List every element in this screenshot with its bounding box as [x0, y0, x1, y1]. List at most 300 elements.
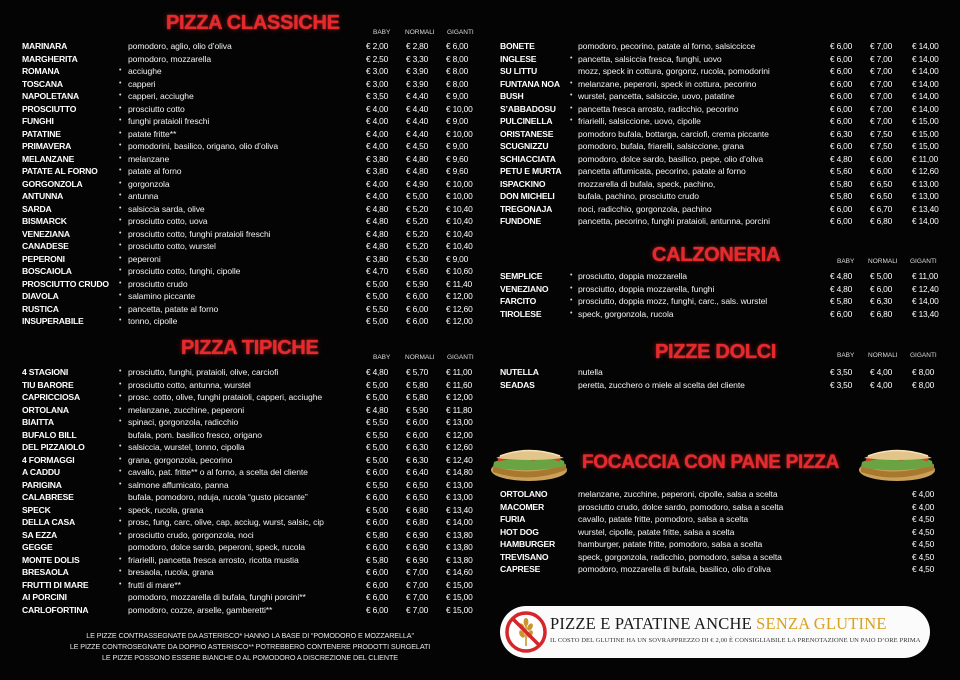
menu-item — [500, 90, 944, 103]
bullet-icon: • — [119, 443, 122, 450]
menu-item-price: € 15,00 — [912, 128, 939, 139]
sandwich-image-right — [856, 440, 938, 486]
bullet-icon: • — [119, 117, 122, 124]
menu-item-name: CALABRESE — [22, 492, 74, 502]
bullet-icon: • — [570, 284, 573, 292]
menu-item-ingredients: mozz, speck in cottura, gorgonz, rucola, pomodorini — [578, 66, 770, 76]
bullet-icon: • — [119, 267, 122, 274]
menu-item-price: € 15,00 — [446, 579, 473, 590]
menu-item-price: € 6,00 — [406, 316, 429, 326]
menu-item-price: € 3,50 — [366, 91, 389, 101]
menu-item-ingredients: pomodoro, mozzarella di bufala, funghi porcini** — [128, 592, 306, 602]
menu-item-ingredients: bresaola, rucola, grana — [128, 567, 214, 577]
menu-item-price: € 6,30 — [830, 128, 853, 139]
menu-item-price: € 6,00 — [366, 542, 389, 552]
menu-item — [22, 366, 478, 379]
bullet-icon: • — [119, 292, 122, 299]
menu-item-price: € 5,00 — [366, 379, 389, 390]
gluten-free-banner — [500, 606, 930, 658]
menu-item-price: € 4,50 — [912, 514, 935, 524]
bullet-icon: • — [119, 192, 122, 199]
menu-item-name: FUNGHI — [22, 116, 54, 126]
menu-item — [22, 203, 478, 216]
menu-item-ingredients: wurstel, cipolle, patate fritte, salsa a scelta — [578, 526, 735, 537]
bullet-icon: • — [119, 129, 122, 137]
menu-item-price: € 5,00 — [870, 271, 893, 281]
menu-item-price: € 6,00 — [830, 203, 853, 214]
menu-item-price: € 7,00 — [870, 53, 893, 64]
menu-item — [22, 40, 478, 53]
menu-item-price: € 4,50 — [912, 551, 935, 562]
menu-item-price: € 15,00 — [446, 604, 473, 615]
menu-item-price: € 6,50 — [406, 492, 429, 502]
menu-item-price: € 9,00 — [446, 91, 469, 101]
menu-item-price: € 6,00 — [830, 103, 853, 114]
menu-item — [22, 504, 478, 517]
menu-item-price: € 4,50 — [912, 526, 935, 537]
menu-item-price: € 3,80 — [366, 253, 389, 264]
menu-item-name: SU LITTU — [500, 66, 538, 76]
menu-item-price: € 12,40 — [912, 283, 939, 294]
menu-item-price: € 11,00 — [446, 367, 472, 377]
bullet-icon: • — [119, 229, 122, 237]
menu-item-price: € 7,00 — [406, 604, 429, 615]
menu-item-price: € 6,30 — [406, 454, 429, 465]
menu-item — [500, 526, 944, 539]
menu-item-name: PULCINELLA — [500, 116, 553, 126]
menu-item-price: € 4,50 — [912, 564, 935, 574]
menu-item-ingredients: prosciutto cotto, wurstel — [128, 241, 216, 251]
menu-item-price: € 6,50 — [870, 178, 893, 189]
menu-item-name: S’ABBADOSU — [500, 103, 556, 114]
menu-item-name: INSUPERABILE — [22, 316, 84, 326]
menu-item — [22, 103, 478, 116]
menu-item-price: € 5,70 — [406, 367, 429, 377]
menu-item-price: € 6,00 — [830, 78, 853, 89]
menu-item — [22, 579, 478, 592]
bullet-icon: • — [119, 518, 122, 525]
bullet-icon: • — [119, 555, 122, 563]
menu-item-price: € 5,50 — [366, 417, 389, 427]
menu-item-name: TIU BARORE — [22, 379, 74, 390]
menu-item-price: € 13,00 — [912, 178, 939, 189]
menu-item-price: € 6,30 — [406, 442, 429, 452]
menu-item-name: NUTELLA — [500, 367, 539, 377]
menu-item-price: € 5,00 — [366, 392, 389, 402]
menu-item — [22, 404, 478, 417]
menu-item-name: SCUGNIZZU — [500, 141, 549, 151]
menu-item-price: € 6,00 — [406, 429, 429, 440]
menu-item-name: GEGGE — [22, 542, 53, 552]
menu-item-ingredients: prosciutto crudo, dolce sardo, pomodoro, salsa a scelta — [578, 501, 784, 512]
menu-item-price: € 10,00 — [446, 178, 473, 189]
menu-item-price: € 6,00 — [366, 467, 389, 477]
header-baby: BABY — [837, 352, 855, 359]
menu-item — [22, 153, 478, 166]
bullet-icon: • — [570, 104, 573, 112]
menu-item-name: SEADAS — [500, 379, 535, 390]
menu-item-price: € 11,60 — [446, 379, 472, 390]
menu-item-ingredients: pomodoro, mozzarella — [128, 53, 212, 64]
menu-item-price: € 7,00 — [870, 116, 893, 126]
menu-item-price: € 5,80 — [830, 191, 853, 201]
menu-item-price: € 4,00 — [366, 103, 389, 114]
menu-item-ingredients: prosciutto cotto, uova — [128, 216, 208, 226]
calzoneria-list — [500, 270, 944, 320]
menu-item-price: € 5,80 — [366, 529, 389, 540]
gluten-free-subtitle: IL COSTO DEL GLUTINE HA UN SOVRAPPREZZO DI € 2,00 È CONSIGLIABILE LA PRENOTAZIONE UN PAIO D’ORE PRIMA — [550, 637, 921, 644]
menu-item-price: € 4,00 — [366, 191, 389, 201]
menu-item-price: € 4,80 — [830, 283, 853, 294]
menu-item — [500, 140, 944, 153]
menu-item-price: € 4,50 — [912, 539, 935, 549]
bullet-icon: • — [119, 405, 122, 413]
menu-item — [500, 366, 944, 379]
menu-item — [22, 53, 478, 66]
menu-item-price: € 4,80 — [406, 153, 429, 164]
menu-item-price: € 6,90 — [406, 554, 429, 565]
menu-item-name: FARCITO — [500, 296, 537, 306]
menu-item-name: HAMBURGER — [500, 539, 556, 549]
bullet-icon: • — [570, 272, 573, 279]
menu-item-ingredients: hamburger, patate fritte, pomodoro, salsa a scelta — [578, 539, 763, 549]
menu-item-price: € 3,90 — [406, 66, 429, 76]
menu-item-price: € 5,20 — [406, 203, 429, 214]
bullet-icon: • — [119, 217, 122, 224]
menu-item-price: € 4,80 — [366, 241, 389, 251]
menu-item — [22, 265, 478, 278]
menu-item — [22, 228, 478, 241]
bullet-icon: • — [119, 167, 122, 174]
menu-item-ingredients: wurstel, pancetta, salsiccie, uovo, patatine — [578, 91, 735, 101]
menu-item-price: € 8,00 — [446, 78, 469, 89]
menu-item-price: € 14,00 — [912, 41, 939, 51]
menu-item — [500, 379, 944, 392]
bullet-icon: • — [119, 279, 122, 287]
menu-item-price: € 14,00 — [912, 216, 939, 226]
menu-item-price: € 15,00 — [912, 141, 939, 151]
menu-item — [22, 429, 478, 442]
calzoneria-column-headers — [480, 258, 960, 267]
menu-item-price: € 6,00 — [830, 141, 853, 151]
menu-item-price: € 11,00 — [912, 153, 938, 164]
menu-item-ingredients: gorgonzola — [128, 178, 170, 189]
header-giganti: GIGANTI — [910, 352, 937, 359]
menu-item-price: € 5,20 — [406, 228, 429, 239]
menu-item-price: € 13,80 — [446, 529, 473, 540]
menu-item-ingredients: antunna — [128, 191, 159, 201]
menu-item-ingredients: noci, radicchio, gorgonzola, pachino — [578, 203, 712, 214]
bullet-icon: • — [119, 142, 122, 149]
menu-item — [500, 53, 944, 66]
menu-item-name: PATATINE — [22, 128, 61, 139]
menu-item-price: € 7,00 — [870, 78, 893, 89]
menu-item-price: € 6,80 — [406, 504, 429, 515]
menu-item-price: € 14,00 — [446, 517, 473, 527]
menu-item — [22, 591, 478, 604]
menu-item-ingredients: pancetta, salsiccia fresca, funghi, uovo — [578, 53, 722, 64]
menu-item-name: DON MICHELI — [500, 191, 555, 201]
menu-item-name: PATATE AL FORNO — [22, 166, 98, 176]
menu-item-price: € 6,80 — [406, 517, 429, 527]
menu-item-name: BIAITTA — [22, 417, 54, 427]
bullet-icon: • — [570, 92, 573, 99]
menu-item-price: € 12,00 — [446, 392, 473, 402]
menu-item-price: € 6,00 — [406, 291, 429, 301]
menu-item-name: SARDA — [22, 203, 52, 214]
menu-item-name: FRUTTI DI MARE — [22, 579, 89, 590]
menu-item — [22, 115, 478, 128]
menu-item-price: € 7,50 — [870, 141, 893, 151]
menu-item-price: € 10,40 — [446, 228, 473, 239]
menu-item-name: DIAVOLA — [22, 291, 59, 301]
menu-item-price: € 4,40 — [406, 103, 429, 114]
title-focaccia: FOCACCIA CON PANE PIZZA — [582, 452, 839, 473]
menu-item-ingredients: nutella — [578, 367, 603, 377]
menu-item — [22, 391, 478, 404]
menu-item-price: € 5,50 — [366, 303, 389, 314]
menu-item-name: FUNDONE — [500, 216, 542, 226]
menu-item-price: € 14,00 — [912, 91, 939, 101]
menu-item-price: € 6,00 — [366, 592, 389, 602]
menu-item-price: € 9,60 — [446, 153, 469, 164]
menu-item — [22, 315, 478, 328]
pizza-tipiche-list — [22, 366, 478, 616]
menu-item-price: € 4,80 — [830, 153, 853, 164]
menu-item-ingredients: prosciutto, doppia mozzarella, funghi — [578, 283, 715, 294]
menu-item-price: € 12,60 — [912, 166, 939, 176]
menu-item — [500, 501, 944, 514]
menu-item-price: € 12,60 — [446, 303, 473, 314]
bullet-icon: • — [570, 117, 573, 124]
bullet-icon: • — [119, 418, 122, 425]
menu-item-ingredients: pomodoro, aglio, olio d’oliva — [128, 41, 232, 51]
menu-item — [500, 190, 944, 203]
menu-item — [22, 90, 478, 103]
tipiche-column-headers — [0, 354, 480, 363]
menu-item-price: € 4,90 — [406, 178, 429, 189]
menu-item-ingredients: spinaci, gorgonzola, radicchio — [128, 417, 239, 427]
menu-item-name: PROSCIUTTO — [22, 103, 77, 114]
menu-item-name: BRESAOLA — [22, 567, 69, 577]
menu-item-name: BUFALO BILL — [22, 429, 77, 440]
classiche-column-headers — [0, 29, 480, 38]
menu-item-price: € 13,40 — [446, 504, 473, 515]
menu-item — [22, 554, 478, 567]
header-normali: NORMALI — [868, 352, 898, 359]
menu-item-ingredients: melanzane, zucchine, peperoni, cipolle, salsa a scelta — [578, 489, 778, 499]
menu-item — [22, 479, 478, 492]
menu-item-price: € 4,00 — [366, 141, 389, 151]
menu-item-price: € 4,40 — [406, 128, 429, 139]
bullet-icon: • — [119, 254, 122, 262]
menu-item-name: DELLA CASA — [22, 517, 76, 527]
menu-item-price: € 2,80 — [406, 41, 429, 51]
menu-item-ingredients: cavallo, pat. fritte** o al forno, a scelta del cliente — [128, 467, 308, 477]
menu-item-ingredients: pomodoro bufala, bottarga, carciofi, crema piccante — [578, 128, 769, 139]
menu-item — [500, 115, 944, 128]
menu-item-name: CARLOFORTINA — [22, 604, 89, 615]
menu-item-price: € 5,80 — [366, 554, 389, 565]
menu-item-price: € 6,00 — [406, 303, 429, 314]
menu-item-price: € 10,00 — [446, 191, 473, 201]
header-baby: BABY — [837, 258, 855, 265]
menu-item-price: € 6,00 — [830, 216, 853, 226]
menu-item-price: € 3,30 — [406, 53, 429, 64]
menu-item — [22, 529, 478, 542]
menu-item-price: € 7,00 — [406, 567, 429, 577]
menu-item-ingredients: bufala, pomodoro, nduja, rucola “gusto piccante” — [128, 492, 308, 502]
menu-item-price: € 14,00 — [912, 78, 939, 89]
dolci-column-headers — [480, 352, 960, 361]
menu-item-price: € 4,80 — [366, 216, 389, 226]
footnotes — [40, 630, 460, 663]
menu-item — [500, 551, 944, 564]
menu-item-ingredients: peretta, zucchero o miele al scelta del cliente — [578, 379, 745, 390]
menu-item-name: MACOMER — [500, 501, 544, 512]
menu-item-ingredients: bufala, pom. basilico fresco, origano — [128, 429, 262, 440]
header-normali: NORMALI — [405, 354, 435, 361]
menu-item-ingredients: prosciutto cotto, antunna, wurstel — [128, 379, 251, 390]
menu-item-price: € 13,00 — [912, 191, 939, 201]
menu-item-ingredients: prosciutto cotto, funghi prataioli freschi — [128, 228, 271, 239]
menu-item-price: € 4,00 — [366, 128, 389, 139]
bullet-icon: • — [119, 104, 122, 112]
bullet-icon: • — [119, 92, 122, 99]
gluten-free-icon — [504, 610, 548, 654]
menu-item-price: € 5,00 — [366, 291, 389, 301]
menu-item-price: € 3,00 — [366, 66, 389, 76]
menu-item-price: € 6,00 — [366, 604, 389, 615]
title-pizza-classiche: PIZZA CLASSICHE — [166, 12, 340, 34]
menu-item-price: € 6,00 — [870, 153, 893, 164]
menu-item-price: € 7,00 — [870, 103, 893, 114]
menu-item-ingredients: melanzane, zucchine, peperoni — [128, 404, 245, 415]
menu-item-price: € 5,80 — [830, 296, 853, 306]
menu-item-ingredients: prosciutto, doppia mozzarella — [578, 271, 687, 281]
bullet-icon: • — [119, 505, 122, 513]
menu-item-price: € 6,00 — [366, 492, 389, 502]
menu-item-price: € 3,50 — [830, 379, 853, 390]
menu-item — [500, 40, 944, 53]
menu-item-price: € 6,90 — [406, 542, 429, 552]
menu-item-name: TREVISANO — [500, 551, 549, 562]
menu-item-price: € 14,00 — [912, 66, 939, 76]
menu-item — [22, 454, 478, 467]
menu-item-ingredients: pomodoro, cozze, arselle, gamberetti** — [128, 604, 273, 615]
menu-item-ingredients: friarielli, pancetta fresca arrosto, ricotta mustia — [128, 554, 299, 565]
menu-item-price: € 15,00 — [912, 116, 939, 126]
menu-item-price: € 13,40 — [912, 308, 939, 319]
menu-item-price: € 3,90 — [406, 78, 429, 89]
sandwich-image-left — [488, 440, 570, 486]
header-giganti: GIGANTI — [447, 354, 474, 361]
menu-item-name: INGLESE — [500, 53, 537, 64]
menu-item-price: € 6,00 — [366, 567, 389, 577]
menu-item-name: AI PORCINI — [22, 592, 67, 602]
menu-item-price: € 13,80 — [446, 542, 473, 552]
menu-item — [22, 290, 478, 303]
menu-item-price: € 6,00 — [446, 41, 469, 51]
menu-item-price: € 6,00 — [406, 417, 429, 427]
menu-item — [500, 563, 944, 576]
menu-item-price: € 13,40 — [912, 203, 939, 214]
menu-item-name: MONTE DOLIS — [22, 554, 80, 565]
menu-item-ingredients: pancetta affumicata, pecorino, patate al forno — [578, 166, 746, 176]
menu-item-price: € 7,00 — [870, 91, 893, 101]
bullet-icon: • — [119, 67, 122, 74]
bullet-icon: • — [119, 317, 122, 324]
menu-item-ingredients: capperi, acciughe — [128, 91, 194, 101]
menu-item — [500, 283, 944, 296]
menu-item-name: SCHIACCIATA — [500, 153, 556, 164]
menu-item-price: € 5,00 — [366, 442, 389, 452]
menu-item-price: € 3,00 — [366, 78, 389, 89]
menu-item-price: € 8,00 — [446, 53, 469, 64]
menu-item-price: € 6,00 — [830, 53, 853, 64]
header-giganti: GIGANTI — [447, 29, 474, 36]
menu-item-name: VENEZIANA — [22, 228, 70, 239]
menu-item — [22, 604, 478, 617]
menu-item-price: € 14,00 — [912, 53, 939, 64]
bullet-icon: • — [119, 242, 122, 249]
menu-item — [500, 488, 944, 501]
menu-item — [500, 270, 944, 283]
bullet-icon: • — [570, 79, 573, 87]
menu-item-price: € 12,00 — [446, 291, 473, 301]
menu-item-ingredients: funghi prataioli freschi — [128, 116, 210, 126]
menu-item-price: € 10,00 — [446, 128, 473, 139]
bullet-icon: • — [119, 368, 122, 375]
menu-item-price: € 10,00 — [446, 103, 473, 114]
menu-item — [500, 165, 944, 178]
footnote-line: LE PIZZE CONTROSEGNATE DA DOPPIO ASTERISCO** POTREBBERO CONTENERE PRODOTTI SURGELATI — [69, 642, 431, 651]
menu-item-price: € 5,00 — [366, 454, 389, 465]
menu-item-price: € 6,50 — [870, 191, 893, 201]
menu-item-ingredients: pomodoro, bufala, friarelli, salsiccione, grana — [578, 141, 744, 151]
bullet-icon: • — [119, 154, 122, 162]
menu-item — [22, 416, 478, 429]
menu-item-price: € 14,80 — [446, 467, 473, 477]
menu-item-price: € 5,20 — [406, 216, 429, 226]
menu-item-ingredients: pancetta, pecorino, funghi prataioli, antunna, porcini — [578, 216, 770, 226]
menu-item-price: € 13,00 — [446, 479, 473, 490]
footnote-line: LE PIZZE CONTRASSEGNATE DA ASTERISCO* HANNO LA BASE DI “POMODORO E MOZZARELLA” — [86, 631, 414, 640]
menu-item — [22, 303, 478, 316]
menu-item-ingredients: patate fritte** — [128, 128, 177, 139]
menu-item-price: € 8,00 — [912, 367, 935, 377]
menu-item-price: € 4,00 — [912, 489, 935, 499]
menu-item-name: TOSCANA — [22, 78, 63, 89]
menu-item-price: € 7,50 — [870, 128, 893, 139]
menu-item — [22, 190, 478, 203]
menu-item-price: € 6,90 — [406, 529, 429, 540]
menu-item — [500, 78, 944, 91]
menu-item-name: FURIA — [500, 514, 526, 524]
bullet-icon: • — [119, 304, 122, 312]
header-giganti: GIGANTI — [910, 258, 937, 265]
pizza-speciali-list — [500, 40, 944, 228]
menu-item-price: € 11,00 — [912, 271, 938, 281]
menu-item-price: € 6,80 — [870, 216, 893, 226]
menu-item-price: € 6,50 — [406, 479, 429, 490]
menu-item-price: € 6,00 — [830, 308, 853, 319]
menu-item — [22, 541, 478, 554]
menu-item-price: € 14,60 — [446, 567, 473, 577]
menu-item-ingredients: speck, rucola, grana — [128, 504, 204, 515]
menu-item-name: MARINARA — [22, 41, 68, 51]
menu-item-price: € 5,60 — [830, 166, 853, 176]
